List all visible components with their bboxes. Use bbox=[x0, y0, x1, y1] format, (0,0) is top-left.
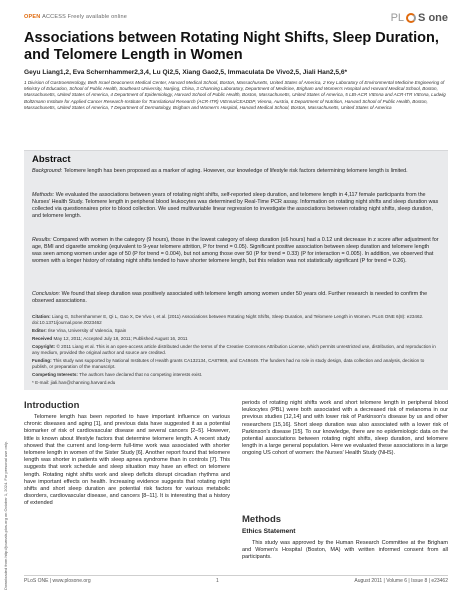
paper-title: Associations between Rotating Night Shifts, Sleep Duration, and Telomere Length in Women bbox=[24, 30, 439, 63]
sidebar-download-note: Downloaded from http://journals.plos.org on October 1, 2024. For personal use only. bbox=[3, 441, 8, 590]
methods-label: Methods: bbox=[32, 192, 55, 198]
plos-one-logo bbox=[391, 12, 448, 24]
funding-text: This study was supported by National Institutes of Health grants CA132134, CA87969, and CA49449. The funders had no role in study design, data collection and analysis, decision to publish, or preparation of the manuscript. bbox=[32, 358, 425, 370]
sidebar-strip bbox=[0, 0, 14, 600]
citation bbox=[32, 314, 440, 326]
open-access-label: OPEN bbox=[24, 14, 41, 20]
page-footer bbox=[24, 578, 448, 588]
competing-interests bbox=[32, 372, 440, 378]
abstract-results bbox=[32, 237, 440, 284]
logo-right-text: S one bbox=[418, 12, 448, 24]
page-number: 1 bbox=[216, 578, 219, 584]
introduction-text: Telomere length has been reported to have important influence on various chronic diseases and aging [1], and previous data have suggested it as a potential biomarker of risk of cardiovascular disease and several cancers [2–5]. However, little is known about lifestyle factors that determine telomere length. A recent study showed that the current and long-term full-time work was associated with shorter telomere length in women of the Sister Study [6]. Another report found that telomere length was shorter in patients with sleep apnea syndrome than in controls [7]. This suggests that work schedule and sleep situation may have an effect on telomere length. Rotating night shifts work and sleep deficits disrupt circadian rhythms and have important effects on health. Increasing evidence suggests that rotating night shifts and short sleep duration are potential risk factors for various metabolic disorders, cardiovascular disease, and cancers [8–11]. It is interesting that a history of extended bbox=[24, 414, 230, 507]
editor bbox=[32, 328, 440, 334]
introduction-continued-text: periods of rotating night shifts work and short telomere length in peripheral blood leukocytes (PBL) were both associated with a decreased risk of melanoma in our previous studies [12,14] and with lower risk of Parkinson's disease by us and other researchers [15,16]. Short sleep duration was also associated with a lower risk of Parkinson's disease [15]. To our knowledge, there are no epidemiologic data on the potential associations between rotating night shifts, sleep duration, and telomere length in a large general population. Here we evaluated these associations in a large ongoing US cohort of women: the Nurses' Health Study (NHS). bbox=[242, 400, 448, 457]
conclusion-text: We found that sleep duration was positively associated with telomere length among women under 50 years old. Further research is needed to confirm the observed associations. bbox=[32, 291, 428, 305]
ethics-text: This study was approved by the Human Research Committee at the Brigham and Women's Hospital (Boston, MA) with written informed consent from all participants. bbox=[242, 540, 448, 561]
ethics-heading: Ethics Statement bbox=[242, 528, 296, 535]
dates-label: Received bbox=[32, 336, 53, 341]
citation-label: Citation: bbox=[32, 314, 51, 319]
funding-label: Funding: bbox=[32, 358, 52, 363]
conclusion-label: Conclusion: bbox=[32, 291, 61, 297]
footer-issue-info: August 2011 | Volume 6 | Issue 8 | e23462 bbox=[354, 578, 448, 584]
footer-journal-url[interactable]: PLoS ONE | www.plosone.org bbox=[24, 578, 91, 584]
methods-text: We evaluated the associations between years of rotating night shifts, self-reported sleep duration, and telomere length in 4,117 female participants from the Nurses' Health Study. Telomere length in peripheral blood leukocytes was determined by Real-Time PCR assay. Information on rotating night shifts and sleep duration was collected via questionnaires prior to blood collection. We used multivariable linear regression to investigate the associations between rotating night shifts, sleep duration, and telomere length. bbox=[32, 192, 439, 220]
logo-circle-icon bbox=[406, 13, 416, 23]
abstract-heading: Abstract bbox=[32, 154, 71, 165]
competing-label: Competing Interests: bbox=[32, 372, 78, 377]
copyright bbox=[32, 344, 440, 356]
methods-heading: Methods bbox=[242, 514, 282, 525]
results-text: Compared with women in the category (9 hours), those in the lowest category of sleep duration (≤6 hours) had a 0.12 unit decrease in z score after adjustment for age, BMI and cigarette smoking (equivalent to 9-year telomere attrition, P for trend = 0.05). Significant positive association between sleep duration and telomere length was seen among women under age of 50 (P for trend = 0.004), but not among those over 50 (P for trend = 0.33) (P for interaction = 0.005). In addition, we observed that women with a longer history of rotating night shifts tended to have shorter telomere length, but this relation was not statistically significant (P for trend = 0.26). bbox=[32, 237, 439, 265]
copyright-label: Copyright: bbox=[32, 344, 56, 349]
footer-divider bbox=[24, 575, 448, 576]
author-list: Geyu Liang1,2, Eva Schernhammer2,3,4, Lu Qi2,5, Xiang Gao2,5, Immaculata De Vivo2,5, Jiali Han2,5,6* bbox=[24, 69, 348, 76]
affiliations: 1 Division of Gastroenterology, Beth Israel Deaconess Medical Center, Harvard Medical School, Boston, Massachusetts, United States of America, 2 Key Laboratory of Environmental Medicine Engineering of Ministry of Education, School of Public Health, Southeast University, Nanjing, China, 3 Channing Laboratory, Department of Medicine, Brigham and Women's Hospital and Harvard Medical School, Boston, Massachusetts, United States of America, 4 Department of Epidemiology, Harvard School of Public Health, Boston, Massachusetts, United States of America, 5 LBI-ACR VIEnna and ACR-ITR VIEnna, Ludwig Boltzmann Institute for Applied Cancer Research-Institute for Translational Research (ACR-ITR) VIEnna/CEADDP, Vienna, Austria, 6 Department of Nutrition, Harvard School of Public Health, Boston, Massachusetts, United States of America, 7 Department of Dermatology, Brigham and Women's Hospital, Harvard Medical School, Boston, Massachusetts, United States of America bbox=[24, 80, 446, 110]
introduction-heading: Introduction bbox=[24, 400, 80, 411]
abstract-background bbox=[32, 168, 440, 185]
editor-text: Ilse Vina, University of Valencia, Spain bbox=[48, 328, 127, 333]
corresponding-email[interactable]: * E-mail: jiali.han@channing.harvard.edu bbox=[32, 380, 116, 385]
open-access-rest: ACCESS Freely available online bbox=[42, 14, 127, 20]
abstract-conclusion bbox=[32, 291, 440, 307]
dates bbox=[32, 336, 440, 342]
journal-header bbox=[24, 12, 448, 24]
funding bbox=[32, 358, 440, 370]
background-text: Telomere length has been proposed as a marker of aging. However, our knowledge of lifestyle risk factors determining telomere length is limited. bbox=[63, 168, 408, 174]
competing-text: The authors have declared that no competing interests exist. bbox=[79, 372, 203, 377]
background-label: Background: bbox=[32, 168, 63, 174]
results-label: Results: bbox=[32, 237, 52, 243]
editor-label: Editor: bbox=[32, 328, 47, 333]
open-access-badge bbox=[24, 14, 127, 20]
citation-text: Liang G, Schernhammer E, Qi L, Gao X, De Vivo I, et al. (2011) Associations between Rotating Night Shifts, Sleep Duration, and Telomere Length in Women. PLoS ONE 6(8): e23462. doi:10.1371/journal.pone.0023462 bbox=[32, 314, 424, 326]
dates-text: May 12, 2011; Accepted July 18, 2011; Published August 16, 2011 bbox=[53, 336, 188, 341]
copyright-text: © 2011 Liang et al. This is an open-access article distributed under the terms of the Creative Commons Attribution License, which permits unrestricted use, distribution, and reproduction in any medium, provided the original author and source are credited. bbox=[32, 344, 436, 356]
logo-left-text: PL bbox=[390, 12, 405, 24]
abstract-methods bbox=[32, 192, 440, 230]
